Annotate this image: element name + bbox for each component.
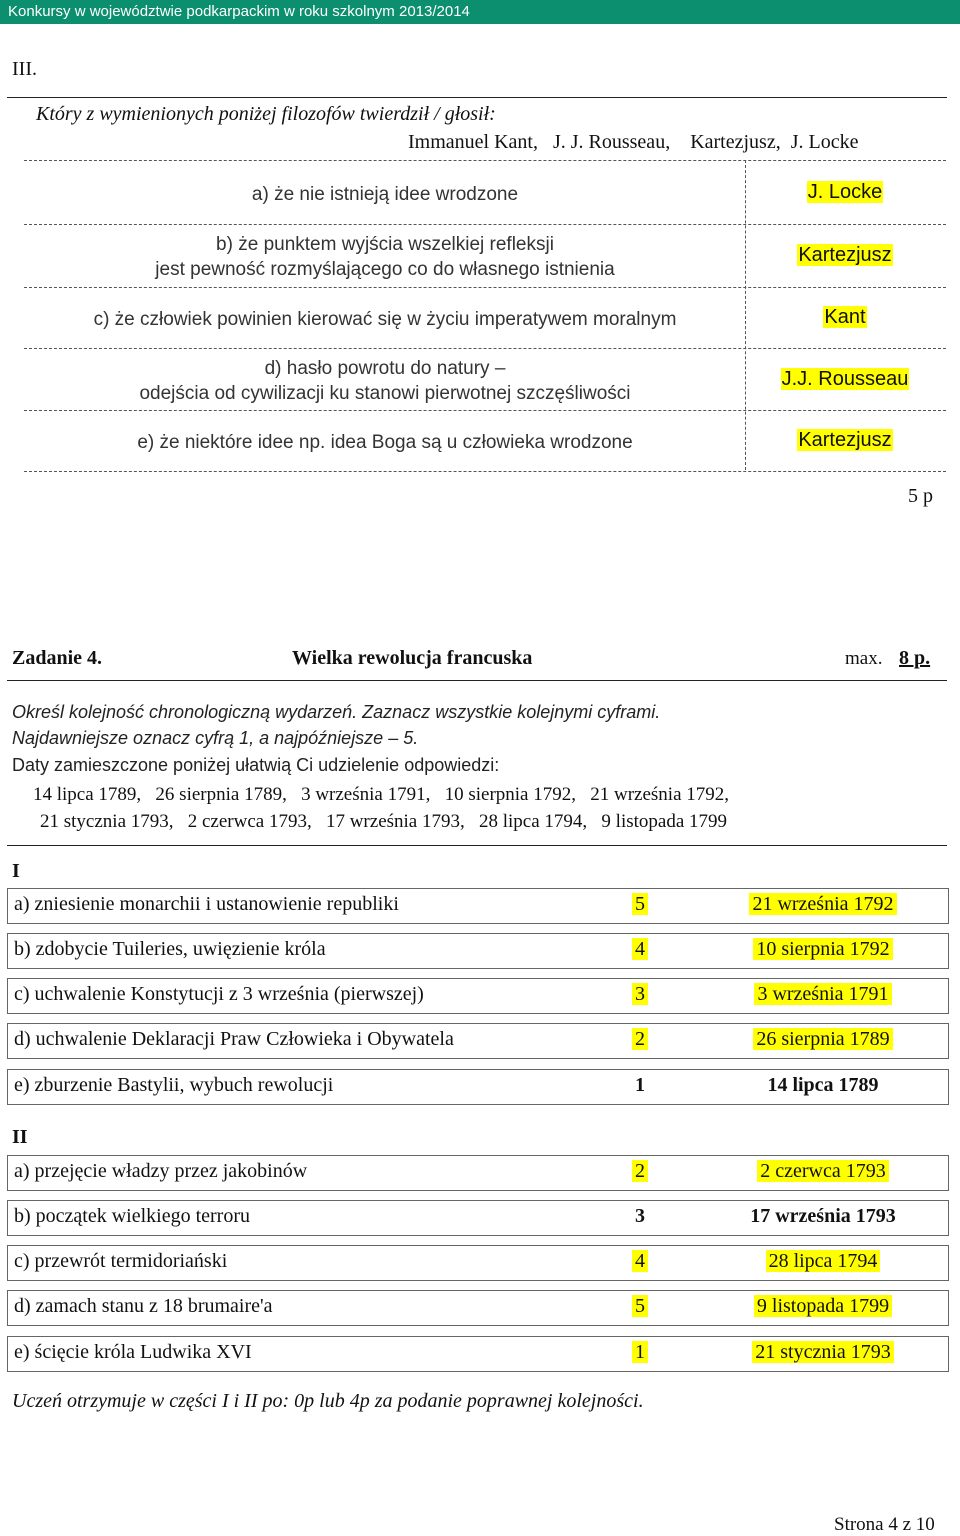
answer-text: Kant bbox=[824, 306, 866, 328]
column-divider bbox=[745, 160, 746, 470]
statement-b bbox=[30, 232, 740, 282]
statement-line: c) że człowiek powinien kierować się w życiu imperatywem moralnym bbox=[93, 309, 677, 330]
order-number bbox=[620, 983, 660, 1006]
date-value: 17 września 1793 bbox=[750, 1205, 896, 1227]
date-value: 10 sierpnia 1792 bbox=[753, 938, 892, 960]
page-number: Strona 4 z 10 bbox=[834, 1514, 935, 1535]
part-2-label: II bbox=[12, 1126, 28, 1148]
statement-a bbox=[30, 182, 740, 207]
date-value: 21 września 1792 bbox=[749, 893, 896, 915]
statement-line: odejścia od cywilizacji ku stanowi pierwotnej szczęśliwości bbox=[139, 383, 631, 404]
event-label: a) zniesienie monarchii i ustanowienie republiki bbox=[14, 893, 399, 915]
divider bbox=[24, 160, 946, 161]
philosophers-question: Który z wymienionych poniżej filozofów twierdził / głosił: bbox=[36, 103, 496, 125]
order-number bbox=[620, 938, 660, 961]
order-number bbox=[620, 1028, 660, 1051]
event-label: c) przewrót termidoriański bbox=[14, 1250, 228, 1272]
order-number bbox=[620, 893, 660, 916]
event-label: e) zburzenie Bastylii, wybuch rewolucji bbox=[14, 1074, 334, 1096]
answer-d bbox=[755, 368, 935, 391]
divider bbox=[7, 845, 947, 846]
order-value: 4 bbox=[632, 1250, 648, 1272]
table-row bbox=[7, 888, 949, 924]
event-date bbox=[728, 1074, 918, 1097]
divider bbox=[24, 471, 946, 472]
max-prefix: max. bbox=[845, 648, 883, 669]
divider bbox=[24, 348, 946, 349]
answer-text: Kartezjusz bbox=[798, 429, 892, 451]
instruction-2: Najdawniejsze oznacz cyfrą 1, a najpóźniejsze – 5. bbox=[12, 728, 419, 748]
order-value: 1 bbox=[632, 1341, 648, 1363]
document-header bbox=[0, 0, 960, 24]
answer-text: Kartezjusz bbox=[798, 244, 892, 266]
statement-e bbox=[30, 430, 740, 455]
section-label: III. bbox=[12, 58, 37, 80]
task-title: Wielka rewolucja francuska bbox=[292, 647, 533, 669]
divider bbox=[24, 224, 946, 225]
instruction-1: Określ kolejność chronologiczną wydarzeń. Zaznacz wszystkie kolejnymi cyframi. bbox=[12, 702, 661, 722]
event-label: d) uchwalenie Deklaracji Praw Człowieka i Obywatela bbox=[14, 1028, 454, 1050]
answer-e bbox=[755, 429, 935, 452]
dates-line-2: 21 stycznia 1793, 2 czerwca 1793, 17 września 1793, 28 lipca 1794, 9 listopada 1799 bbox=[40, 811, 728, 832]
answer-b bbox=[755, 244, 935, 267]
event-label: e) ścięcie króla Ludwika XVI bbox=[14, 1341, 252, 1363]
date-value: 2 czerwca 1793 bbox=[757, 1160, 889, 1182]
event-date bbox=[728, 1295, 918, 1318]
table-row bbox=[7, 1290, 949, 1326]
statement-d bbox=[30, 356, 740, 406]
table-row bbox=[7, 933, 949, 969]
dates-line-1: 14 lipca 1789, 26 sierpnia 1789, 3 września 1791, 10 sierpnia 1792, 21 września 1792, bbox=[33, 784, 730, 805]
table-row bbox=[7, 978, 949, 1014]
answer-c bbox=[755, 306, 935, 329]
table-row bbox=[7, 1069, 949, 1105]
order-value: 3 bbox=[632, 983, 648, 1005]
order-value: 5 bbox=[632, 1295, 648, 1317]
order-value: 4 bbox=[632, 938, 648, 960]
table-row bbox=[7, 1200, 949, 1236]
table-row bbox=[7, 1245, 949, 1281]
task-label: Zadanie 4. bbox=[12, 647, 103, 669]
dates-intro: Daty zamieszczone poniżej ułatwią Ci udzielenie odpowiedzi: bbox=[12, 755, 500, 775]
event-date bbox=[728, 1250, 918, 1273]
date-value: 28 lipca 1794 bbox=[766, 1250, 881, 1272]
event-date bbox=[728, 1160, 918, 1183]
table-row bbox=[7, 1155, 949, 1191]
event-label: b) początek wielkiego terroru bbox=[14, 1205, 251, 1227]
order-value: 5 bbox=[632, 893, 648, 915]
order-value: 1 bbox=[635, 1074, 645, 1096]
date-value: 9 listopada 1799 bbox=[754, 1295, 892, 1317]
order-value: 2 bbox=[632, 1160, 648, 1182]
divider bbox=[7, 97, 947, 98]
statement-line: e) że niektóre idee np. idea Boga są u człowieka wrodzone bbox=[137, 432, 633, 453]
event-label: a) przejęcie władzy przez jakobinów bbox=[14, 1160, 308, 1182]
event-label: c) uchwalenie Konstytucji z 3 września (pierwszej) bbox=[14, 983, 424, 1005]
points-label: 5 p bbox=[908, 485, 933, 507]
scoring-note: Uczeń otrzymuje w części I i II po: 0p lub 4p za podanie poprawnej kolejności. bbox=[12, 1390, 644, 1412]
event-label: b) zdobycie Tuileries, uwięzienie króla bbox=[14, 938, 326, 960]
order-value: 2 bbox=[632, 1028, 648, 1050]
statement-line: a) że nie istnieją idee wrodzone bbox=[251, 184, 519, 205]
order-number bbox=[620, 1295, 660, 1318]
max-points: 8 p. bbox=[899, 647, 931, 669]
date-value: 14 lipca 1789 bbox=[767, 1074, 879, 1096]
event-date bbox=[728, 1205, 918, 1228]
order-number bbox=[620, 1160, 660, 1183]
statement-line: b) że punktem wyjścia wszelkiej refleksji bbox=[216, 234, 554, 255]
answer-text: J. Locke bbox=[807, 181, 883, 203]
statement-c bbox=[30, 307, 740, 332]
order-number bbox=[620, 1250, 660, 1273]
event-date bbox=[728, 983, 918, 1006]
event-date bbox=[728, 893, 918, 916]
philosophers-options: Immanuel Kant, J. J. Rousseau, Kartezjusz, J. Locke bbox=[408, 131, 859, 153]
date-value: 3 września 1791 bbox=[754, 983, 891, 1005]
table-row bbox=[7, 1023, 949, 1059]
order-number bbox=[620, 1341, 660, 1364]
order-number bbox=[620, 1205, 660, 1228]
divider bbox=[24, 287, 946, 288]
divider bbox=[7, 680, 947, 681]
statement-line: jest pewność rozmyślającego co do własnego istnienia bbox=[155, 259, 615, 280]
event-date bbox=[728, 1341, 918, 1364]
date-value: 26 sierpnia 1789 bbox=[753, 1028, 892, 1050]
table-row bbox=[7, 1336, 949, 1372]
date-value: 21 stycznia 1793 bbox=[752, 1341, 894, 1363]
event-date bbox=[728, 938, 918, 961]
header-title: Konkursy w województwie podkarpackim w roku szkolnym 2013/2014 bbox=[8, 3, 470, 20]
order-number bbox=[620, 1074, 660, 1097]
event-label: d) zamach stanu z 18 brumaire'a bbox=[14, 1295, 273, 1317]
event-date bbox=[728, 1028, 918, 1051]
answer-a bbox=[755, 181, 935, 204]
answer-text: J.J. Rousseau bbox=[781, 368, 909, 390]
divider bbox=[24, 410, 946, 411]
statement-line: d) hasło powrotu do natury – bbox=[264, 358, 506, 379]
part-1-label: I bbox=[12, 860, 20, 882]
order-value: 3 bbox=[635, 1205, 645, 1227]
